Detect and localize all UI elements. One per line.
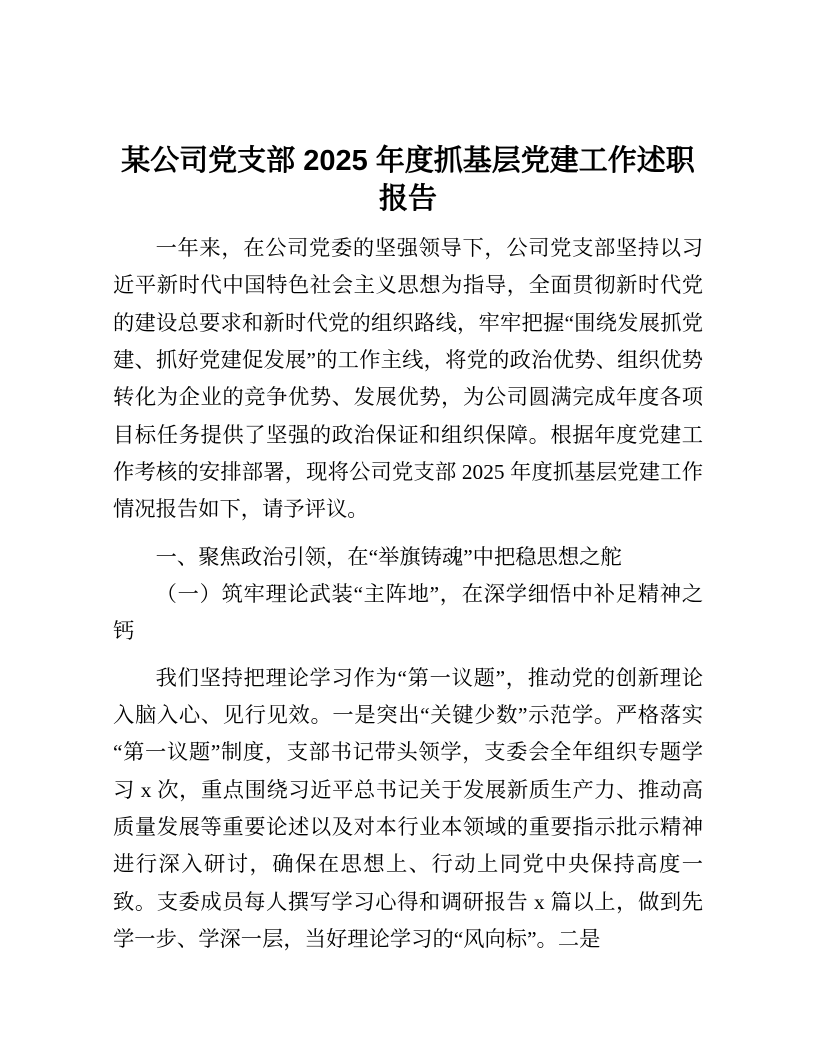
- section-heading-level-1: 一、聚焦政治引领，在“举旗铸魂”中把稳思想之舵: [155, 544, 622, 569]
- paragraph-intro: 一年来，在公司党委的坚强领导下，公司党支部坚持以习近平新时代中国特色社会主义思想为指导，全面贯彻新时代党的建设总要求和新时代党的组织路线，牢牢把握“围绕发展抓党建、抓好党建促发展”的工作主线，将党的政治优势、组织优势转化为企业的竞争优势、发展优势，为公司圆满完成年度各项目标任务提供了坚强的政治保证和组织保障。根据年度党建工作考核的安排部署，现将公司党支部 2025 年度抓基层党建工作情况报告如下，请予评议。: [113, 236, 703, 522]
- section-heading-level-2: （一）筑牢理论武装“主阵地”，在深学细悟中补足精神之钙: [113, 581, 703, 644]
- paragraph-body: 我们坚持把理论学习作为“第一议题”，推动党的创新理论入脑入心、见行见效。一是突出“关键少数”示范学。严格落实“第一议题”制度，支部书记带头领学，支委会全年组织专题学习 x 次，重点围绕习近平总书记关于发展新质生产力、推动高质量发展等重要论述以及对本行业本领域的重要指示批示精神进行深入研讨，确保在思想上、行动上同党中央保持高度一致。支委成员每人撰写学习心得和调研报告 x 篇以上，做到先学一步、学深一层，当好理论学习的“风向标”。二是: [113, 665, 703, 951]
- document-title: 某公司党支部 2025 年度抓基层党建工作述职报告: [121, 145, 695, 215]
